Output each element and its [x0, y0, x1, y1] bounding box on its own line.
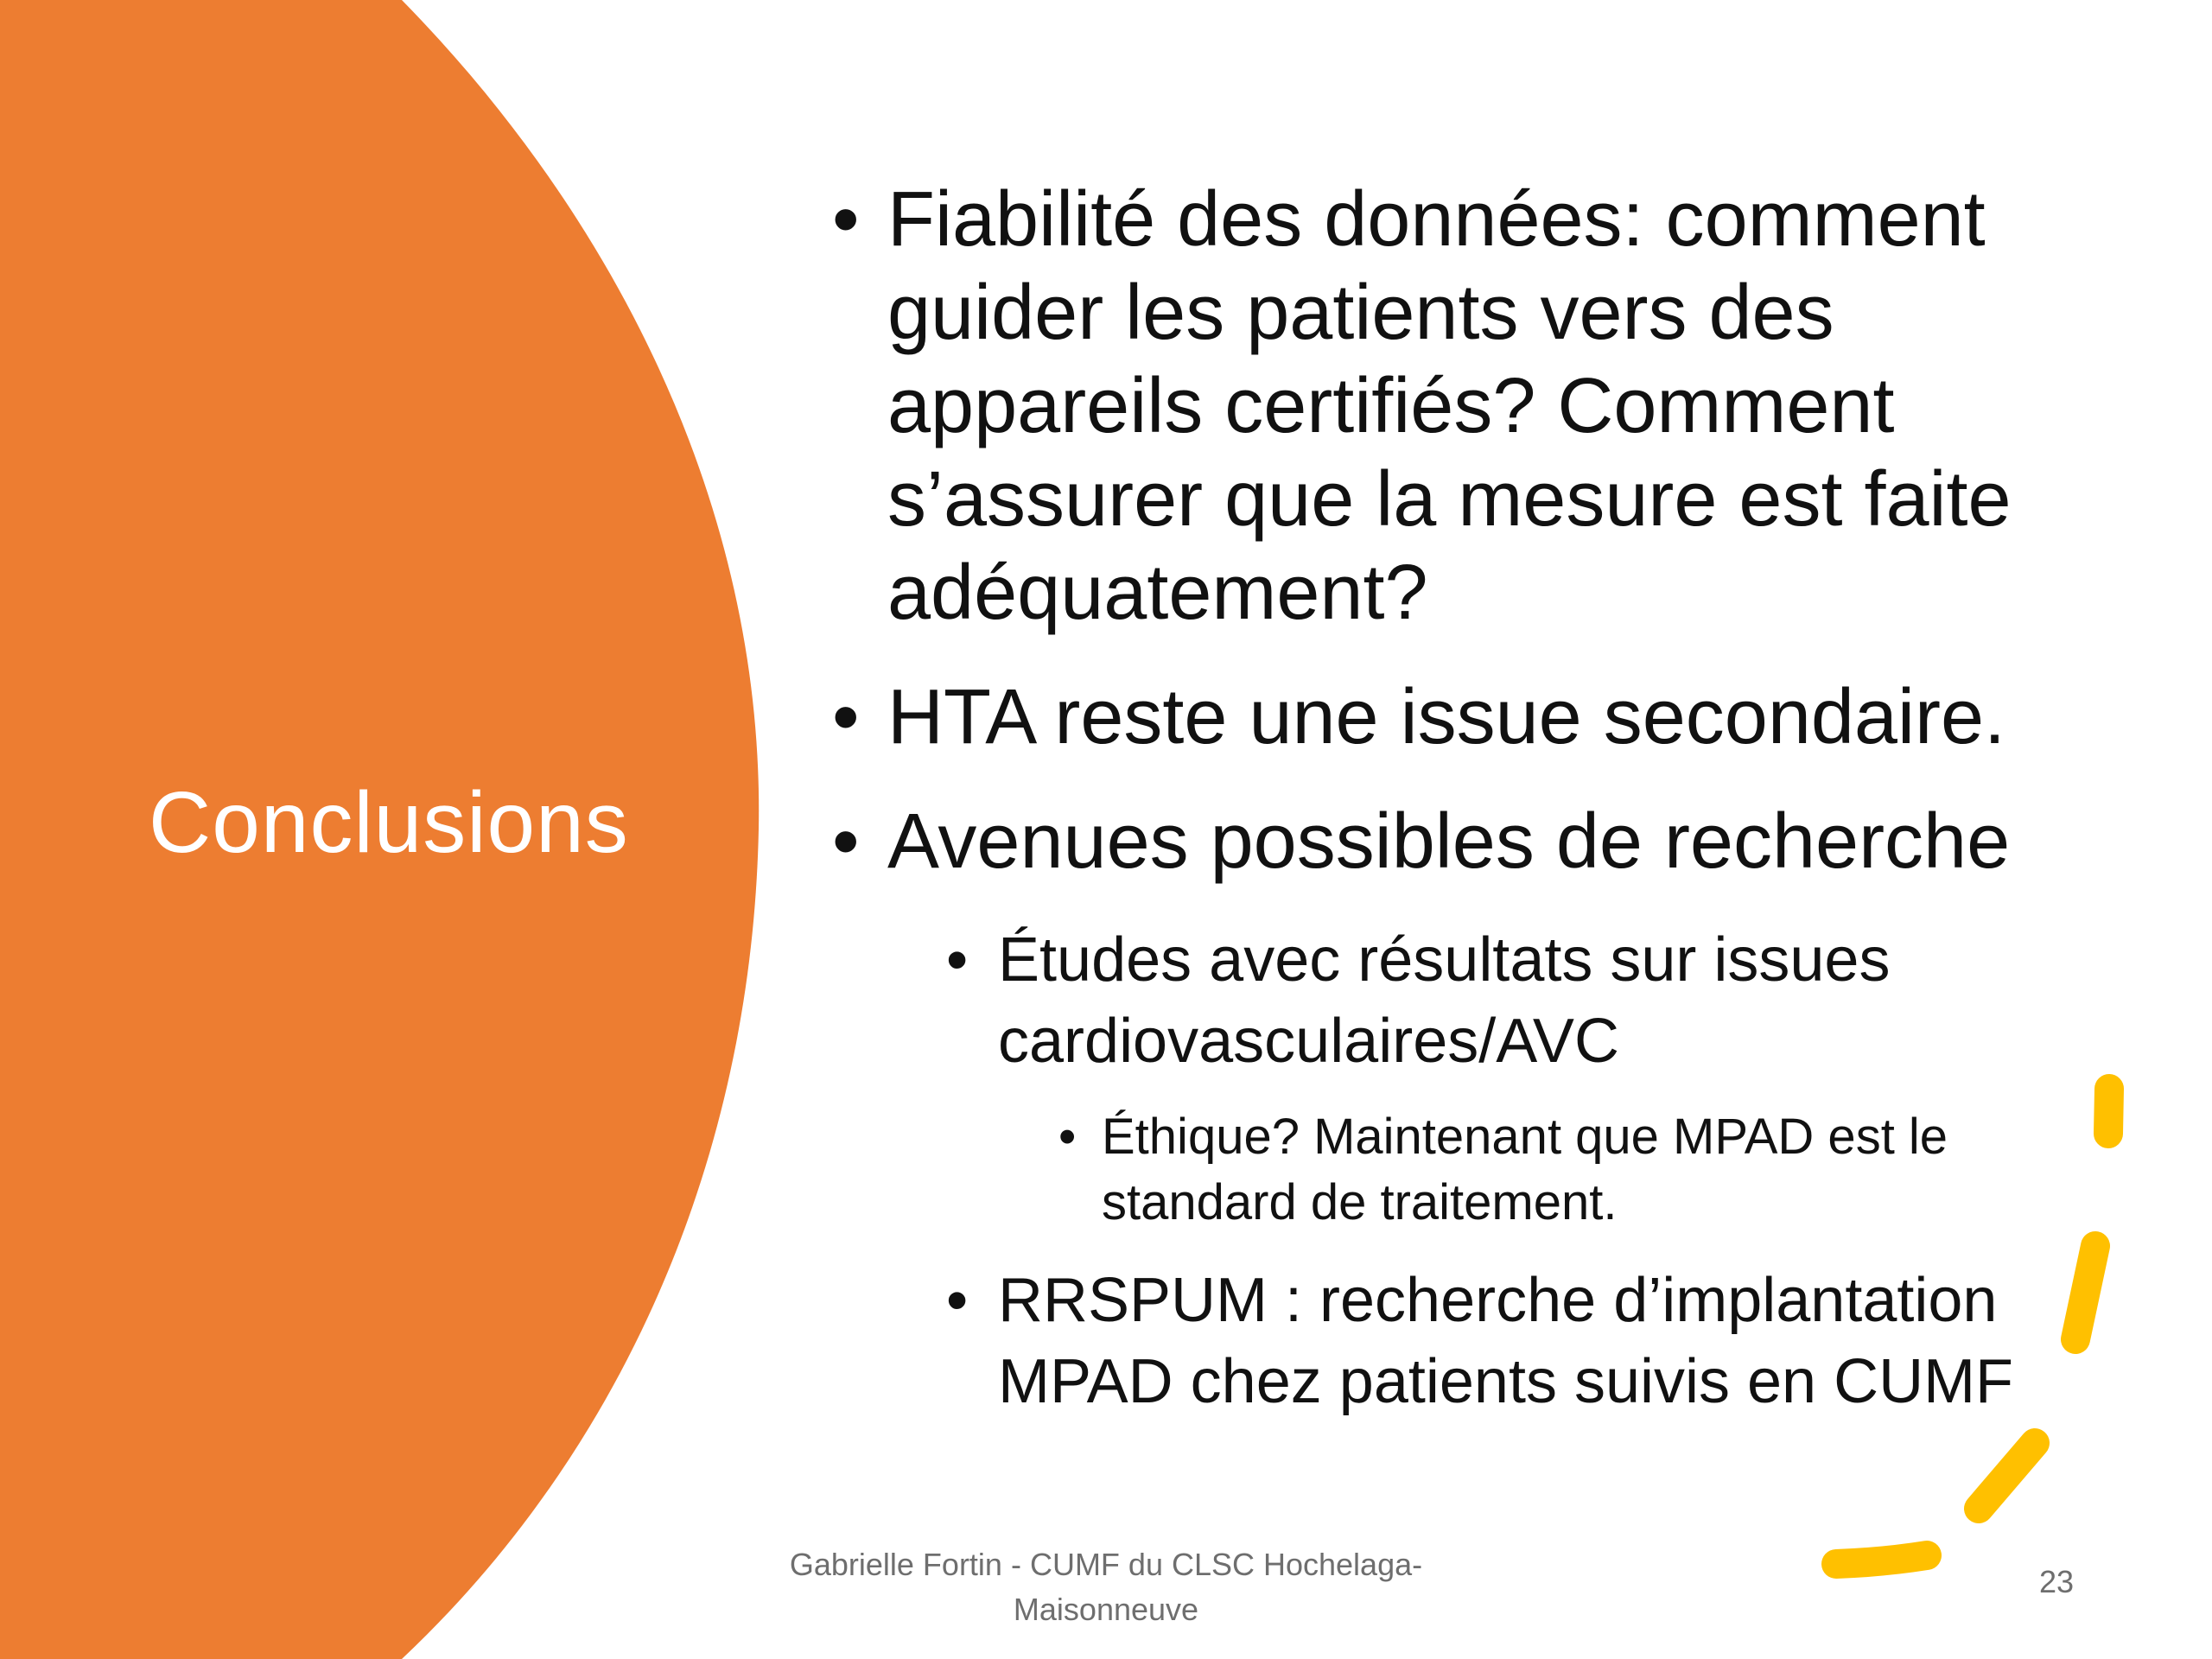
- bullet-text: Éthique? Maintenant que MPAD est le standard de traitement.: [1102, 1109, 1948, 1230]
- slide-title: Conclusions: [149, 774, 629, 871]
- bullet-marker: •: [946, 1266, 969, 1335]
- bullet-item-hta: [825, 671, 2061, 764]
- bullet-marker: •: [1058, 1109, 1077, 1165]
- bullet-marker: •: [832, 674, 860, 760]
- bullet-marker: •: [832, 176, 860, 263]
- bullet-text: Études avec résultats sur issues cardiovasculaires/AVC: [998, 925, 1891, 1076]
- dash-segment-4: [1836, 1555, 1927, 1564]
- bullet-marker: •: [946, 925, 969, 995]
- bullet-text: RRSPUM : recherche d’implantation MPAD chez patients suivis en CUMF: [998, 1266, 2014, 1416]
- dash-segment-2: [2075, 1246, 2095, 1339]
- dash-segment-1: [2108, 1089, 2109, 1134]
- page-number: 23: [2038, 1564, 2074, 1599]
- bullet-marker: •: [832, 798, 860, 885]
- slide-footer: Gabrielle Fortin - CUMF du CLSC Hochelaga-Maisonneuve: [789, 1547, 1423, 1627]
- dash-segment-3: [1979, 1443, 2035, 1509]
- bullet-item-research-avenues: [825, 795, 2061, 888]
- bullet-text: HTA reste une issue secondaire.: [887, 674, 2006, 760]
- decorative-dashed-arc: [1685, 1046, 2169, 1650]
- bullet-text: Avenues possibles de recherche: [887, 798, 2011, 885]
- bullet-item-data-reliability: [825, 173, 2061, 639]
- bullet-list: [825, 173, 2061, 888]
- bullet-text: Fiabilité des données: comment guider les patients vers des appareils certifiés? Comment s’assurer que la mesure est faite adéquatement?: [887, 176, 2012, 636]
